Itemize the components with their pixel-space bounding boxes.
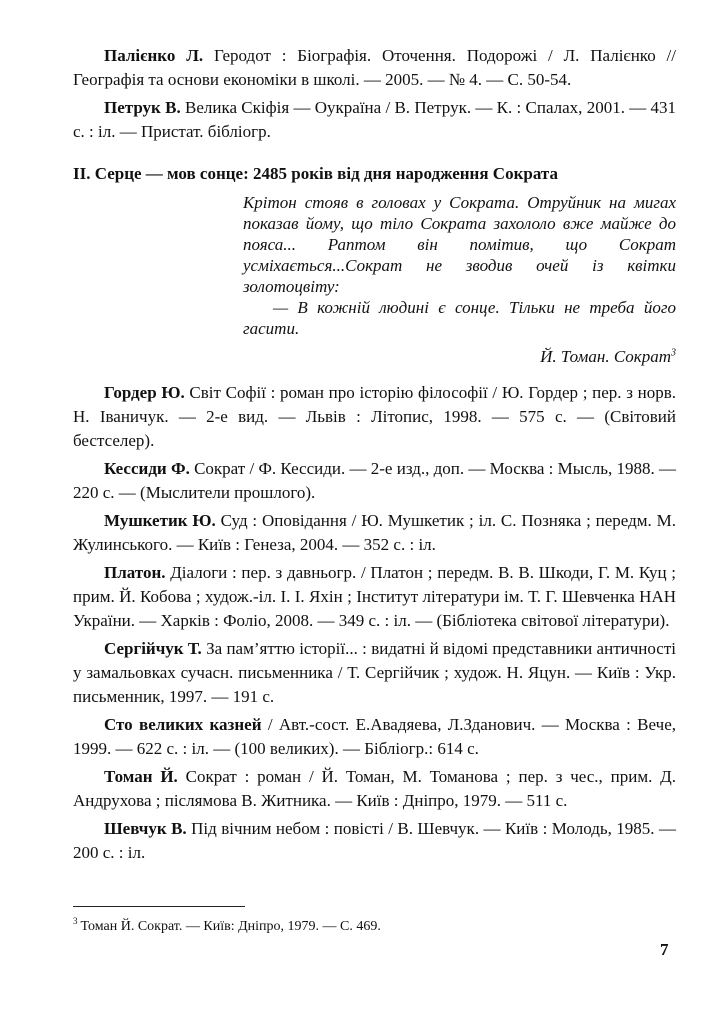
entry-text: Суд : Оповідання / Ю. Мушкетик ; іл. С. Позняка ; передм. М. Жулинського. — Київ : Генеза, 2004. — 352 с. : іл. [73,511,676,554]
entry-text: Діалоги : пер. з давньогр. / Платон ; передм. В. В. Шкоди, Г. М. Куц ; прим. Й. Кобова ; худож.-іл. І. І. Яхін ; Інститут літератури ім. Т. Г. Шевченка НАН України. — Харків : Фоліо, 2008. — 349 с. : іл. — (Бібліотека світової літератури). [73,563,676,630]
entry-author: Гордер Ю. [104,383,185,402]
entry-text: Світ Софії : роман про історію філософії / Ю. Гордер ; пер. з норв. Н. Іваничук. — 2-е вид. — Львів : Літопис, 1998. — 575 с. — (Світовий бестселер). [73,383,676,450]
footnote-mark: 3 [73,916,78,927]
bibliography-entry [73,637,676,709]
epigraph [243,192,676,339]
section-heading: ІІ. Серце — мов сонце: 2485 років від дня народження Сократа [73,164,558,183]
entry-author: Шевчук В. [104,819,187,838]
bibliography-entry [73,381,676,453]
bibliography-entry [73,713,676,761]
page-number: 7 [660,940,669,959]
entry-author: Кессиди Ф. [104,459,190,478]
entry-author: Сергійчук Т. [104,639,202,658]
footnote-reference[interactable]: 3 [671,347,676,359]
entry-author: Палієнко Л. [104,46,204,65]
footnote [73,918,381,936]
epigraph-text: Крітон стояв в головах у Сократа. Отруйник на мигах показав йому, що тіло Сократа захололо вже майже до пояса... Раптом він помітив, що Сократ усміхається...Сократ не зводив очей із квітки золотоцвіту: [243,193,676,296]
bibliography-entry [73,765,676,813]
entry-author: Мушкетик Ю. [104,511,216,530]
entry-text: Сократ : роман / Й. Томан, М. Томанова ; пер. з чес., прим. Д. Андрухова ; післямова В. Житника. — Київ : Дніпро, 1979. — 511 с. [73,767,677,810]
footnote-text: Томан Й. Сократ. — Київ: Дніпро, 1979. — С. 469. [80,919,381,934]
page-body [73,44,676,869]
entry-text: За пам’яттю історії... : видатні й відомі представники античності у замальовках сучасн. письменника / Т. Сергійчик ; худож. Н. Яцун. — Київ : Укр. письменник, 1997. — 191 с. [73,639,676,706]
entry-author: Сто великих казней [104,715,262,734]
entry-text: Геродот : Біографія. Оточення. Подорожі / Л. Палієнко // Географія та основи економіки в школі. — 2005. — № 4. — С. 50-54. [73,46,676,89]
bibliography-entry [73,44,676,92]
entry-text: Сократ / Ф. Кессиди. — 2-е изд., доп. — Москва : Мысль, 1988. — 220 с. — (Мыслители прошлого). [73,459,676,502]
entry-text: / Авт.-сост. Е.Авадяева, Л.Зданович. — Москва : Вече, 1999. — 622 с. : іл. — (100 великих). — Бібліогр.: 614 с. [73,715,676,758]
bibliography-entry [73,457,676,505]
bibliography-entry [73,509,676,557]
bibliography-entry [73,561,676,633]
entry-text: Під вічним небом : повісті / В. Шевчук. — Київ : Молодь, 1985. — 200 с. : іл. [73,819,677,862]
entry-text: Велика Скіфія — Оукраїна / В. Петрук. — К. : Спалах, 2001. — 431 с. : іл. — Пристат. бібліогр. [73,98,676,141]
bibliography-entry [73,96,676,144]
epigraph-source [73,345,676,369]
epigraph-quote: — В кожній людині є сонце. Тільки не треба його гасити. [243,298,676,338]
footnote-divider [73,906,245,907]
entry-author: Томан Й. [104,767,178,786]
bibliography-entry [73,817,676,865]
entry-author: Платон. [104,563,166,582]
entry-author: Петрук В. [104,98,181,117]
epigraph-source-text: Й. Томан. Сократ [540,347,671,366]
